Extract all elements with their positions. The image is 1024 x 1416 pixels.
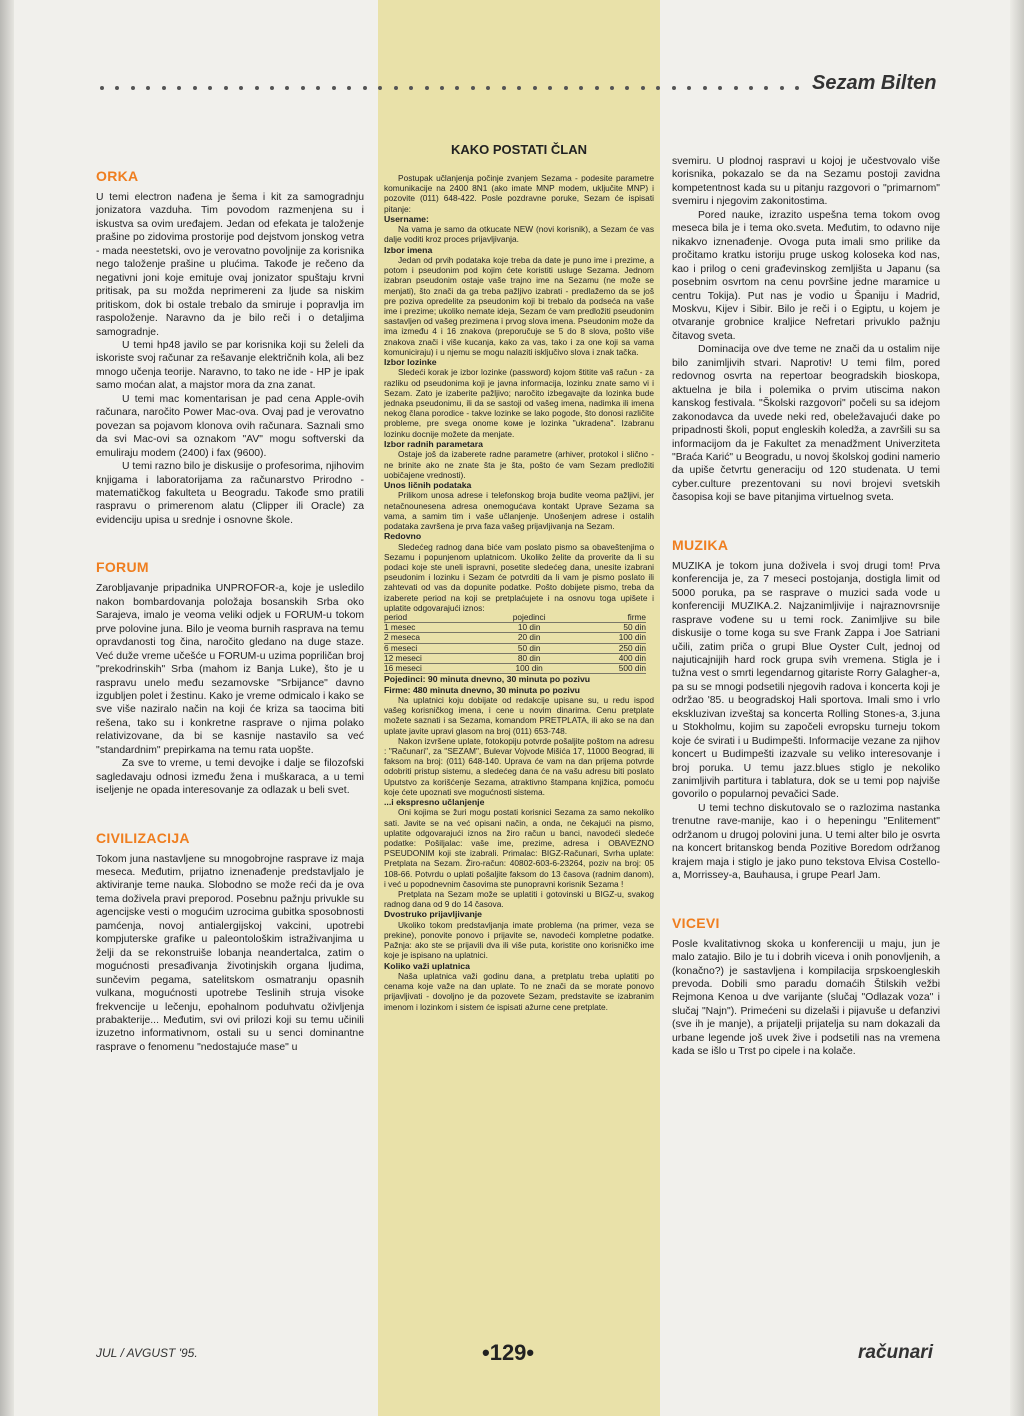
header-dot	[425, 86, 429, 90]
table-cell: 2 meseca	[384, 633, 485, 643]
header-dot	[486, 86, 490, 90]
orka-paragraph: U temi mac komentarisan je pad cena Apple-ovih računara, naročito Power Mac-ova. Ovaj pad je verovatno povezan sa pojavom klonova ovih računara. Saznali smo da svi Mac-ovi sa oznakom "AV" mogu softverski da emuliraju modem (2400) i fax (9600).	[96, 393, 364, 459]
header-dot	[301, 86, 305, 90]
header-dot	[455, 86, 459, 90]
header-dot	[703, 86, 707, 90]
issue-date: JUL / AVGUST '95.	[96, 1346, 198, 1360]
table-cell: 20 din	[485, 633, 573, 643]
header-dot	[270, 86, 274, 90]
password-subheading: Izbor lozinke	[384, 357, 437, 368]
header-dot	[239, 86, 243, 90]
header-dot	[162, 86, 166, 90]
table-cell: 500 din	[573, 663, 646, 673]
orka-heading: ORKA	[96, 168, 139, 184]
header-dot	[610, 86, 614, 90]
civilizacija-heading: CIVILIZACIJA	[96, 829, 190, 846]
left-page-edge	[0, 0, 14, 1416]
header-dot	[363, 86, 367, 90]
forum-paragraph: Za sve to vreme, u temi devojke i dalje se filozofski sagledavaju odnosi između žena i muškaraca, a u temi iseljenje ne opada interesovanje za odlazak u beli svet.	[96, 758, 364, 797]
continuation-paragraph: Dominacija ove dve teme ne znači da u ostalim nije bilo zanimljivih stvari. Naprotiv! U temi film, pored redovnog osvrta na repertoar beogradskih bioskopa, aktuelna je bila i polemika o prvim utiscima nakon kanskog festivala. "Školski razgovori" počeli su sa idejom zakonodavca da uvede neki red, obeležavajući dake po pripadnosti školi, poput engleskih koledža, a završili su sa informacijom da je Fakultet za menadžment Univerziteta "Braća Karić" u Beogradu, u novoj školskoj godini namerio da upiše četvrtu generaciju od 120 studenata. U temi cyber.culture prezentovani su novi brojevi svetskih časopisa koji se bave pitanjima virtuelnog sveta.	[672, 344, 940, 504]
vicevi-heading: VICEVI	[672, 914, 720, 931]
muzika-section	[672, 537, 940, 883]
table-header-cell: pojedinci	[485, 613, 573, 623]
header-dot	[146, 86, 150, 90]
header-dot	[718, 86, 722, 90]
header-dot	[548, 86, 552, 90]
table-cell: 12 meseci	[384, 653, 485, 663]
header-dot	[764, 86, 768, 90]
header-dot	[394, 86, 398, 90]
header-dot	[409, 86, 413, 90]
header-dot	[316, 86, 320, 90]
forum-heading: FORUM	[96, 559, 149, 576]
right-column	[672, 155, 940, 1091]
express-subheading: ...i ekspresno učlanjenje	[384, 797, 485, 808]
continuation-section	[672, 155, 940, 505]
username-paragraph: Na vama je samo da otkucate NEW (novi korisnik), a Sezam će vas dalje voditi kroz proces prijavljivanja.	[384, 224, 654, 245]
price-table-header	[384, 613, 646, 623]
forum-paragraph: Zarobljavanje pripadnika UNPROFOR-a, koje je usledilo nakon bombardovanja položaja bosanskih Srba oko Sarajeva, imalo je veoma veliki odjek u FORUM-u tokom prve polovine juna. Bilo je veoma burnih rasprava na temu opravdanosti tog čina, naročito gledano na duge staze. Već duže vreme učešće u FORUM-u uzima popriličan broj "prekodrinskih" Srba (mahom iz Banja Luke), što je u raspravu unelo među sezamovske "Srbijance" davno izgubljen polet i žestinu. Kako je vreme odmicalo i kako se sve više naziralo način na koji će kriza sa taocima biti rešena, tako su i konkretne rasprave o njima polako relativizovane, da bi se kasnije nastavilo sa već "standardnim" prepirkama na temu rata uopšte.	[96, 583, 365, 756]
table-cell: 50 din	[485, 643, 573, 653]
continuation-paragraph: svemiru. U plodnoj raspravi u kojoj je učestvovalo više korisnika, pokazalo se da na Sezamu postoji zavidna kompetentnost kada su u pitanju razgovori o "primarnom" svemiru i njegovim zakonitostima.	[672, 156, 940, 208]
orka-section	[96, 168, 364, 527]
validity-paragraph: Naša uplatnica važi godinu dana, a pretplatu treba uplatiti po cenama koje važe na dan uplate. To ne znači da se morate ponovo prijavljivati - dovoljno je da pozovete Sezam, predstavite se izabranim imenom i lozinkom i sistem će ispisati ažurne cene pretplate.	[384, 971, 654, 1012]
membership-heading: KAKO POSTATI ČLAN	[450, 142, 587, 157]
price-table	[384, 613, 646, 674]
muzika-heading: MUZIKA	[672, 536, 729, 553]
header-dot	[564, 86, 568, 90]
express-paragraph: Oni kojima se žuri mogu postati korisnici Sezama za samo nekoliko sati. Javite se na već opisani način, a onda, ne čekajući na pismo, uplatite odgovarajući iznos na žiro račun u banci, navodeći sledeće podatke: Pošiljalac: vaše ime, prezime, adresa i OBAVEZNO PSEUDONIM koji ste izabrali. Primalac: BIGZ-Računari, Svrha uplate: Pretplata na Sezam. Žiro-račun: 40802-603-6-23264, poziv na broj: 05 108-66. Potvrdu o uplati pošaljite faksom do 13 časova (radnim danom), i već u popodnevnim časovima ste punopravni korisnik Sezama !	[384, 807, 654, 889]
header-dot	[625, 86, 629, 90]
parameters-paragraph: Ostaje još da izaberete radne parametre (arhiver, protokol i slično - ne brinite ako ne znate šta je šta, pošto će vam Sezam predložiti uobičajene vrednosti).	[384, 449, 654, 480]
muzika-paragraph: MUZIKA je tokom juna doživela i svoj drugi tom! Prva konferencija je, za 7 meseci postojanja, dostigla limit od 5000 poruka, pa se rasprave o muzici sada vode u konferenciji MUZIKA.2. Najzanimljivije i najraznovrsnije rasprave vođene su u temi rock. Zanimljive su bile diskusije o tome koga su sve Frank Zappa i Joe Satriani učili, zatim priča o grupi Blue Oyster Cult, jednoj od najuticajnijih hard rock grupa svih vremena. Stigla je i tužna vest o smrti legendarnog gitariste Rorry Galagher-a, pa su se mnogi podsetili njegovih radova i koncerta koji je održao '85. u beogradskoj Hali sportova. Imali smo i vrlo ekskluzivan izveštaj sa koncerta Rolling Stones-a, 3.juna u Stokholmu, kojim su započeli evropsku turneju tokom koje će svirati i u Budimpešti. Informacije vezane za njihov koncert u Budimpešti izazvale su veliko interesovanje i broj poruka. U temu jazz.blues stiglo je nekoliko zanimljivih partitura i tablatura, dok se u temi pop najviše govorilo o popularnoj pevačici Sade.	[672, 560, 940, 801]
table-cell: 10 din	[485, 623, 573, 633]
table-row	[384, 653, 646, 663]
time-limits-companies: Firme: 480 minuta dnevno, 30 minuta po pozivu	[384, 684, 580, 695]
regular-paragraph: Sledećeg radnog dana biće vam poslato pismo sa obaveštenjima o Sezamu i popunjenom uplatnicom. Ukoliko želite da proverite da li su podaci koje ste uneli ispravni, posetite sledećeg dana, unesite izabrani pseudonim i lozinku i Sezam će potvrditi da li vam je pismo poslato ili zahtevati od vas da dopunite podatke. Pošto dobijete pismo, treba da izaberete period na koji se pretplaćujete i na osnovu toga upišete i uplatite odgovarajući iznos:	[384, 541, 654, 613]
header-dot	[347, 86, 351, 90]
civilizacija-section	[96, 830, 364, 1055]
regular-subheading: Redovno	[384, 531, 422, 542]
table-cell: 80 din	[485, 653, 573, 663]
header-dot	[734, 86, 738, 90]
membership-box	[384, 142, 654, 1012]
table-cell: 100 din	[573, 633, 646, 643]
header-dot	[131, 86, 135, 90]
header-dot	[780, 86, 784, 90]
header-dot	[193, 86, 197, 90]
header-dot	[100, 86, 104, 90]
header-dot	[285, 86, 289, 90]
table-row	[384, 663, 646, 673]
header-dot	[687, 86, 691, 90]
header-dot	[672, 86, 676, 90]
table-cell: 16 meseci	[384, 663, 485, 673]
name-choice-paragraph: Jedan od prvih podataka koje treba da date je puno ime i prezime, a potom i pseudonim pod kojim ćete koristiti usluge Sezama. Jednom izabran pseudonim ostaje vaše trajno ime na Sezamu (ne može se menjati), što znači da ga treba pažljivo izabrati - predlažemo da se još pre poziva opredelite za pseudonim koji bi trebalo da podseća na vaše ime i prezime; ukoliko nemate ideja, Sezam će vam predložiti pseudonim sastavljen od vašeg prezimena i prvog slova imena. Pseudonim može da ima između 4 i 16 znakova (preporučuje se 5 do 8 slova, pošto više znakova znači i više kucanja, kako za vas, tako i za one koji sa vama komuniciraju) i u njemu se mogu nalaziti isključivo slova i znak tačka.	[384, 255, 654, 357]
table-row	[384, 643, 646, 653]
time-limits-individuals: Pojedinci: 90 minuta dnevno, 30 minuta po pozivu	[384, 674, 591, 685]
membership-intro: Postupak učlanjenja počinje zvanjem Sezama - podesite parametre komunikacije na 2400 8N1 (ako imate MNP modem, uključite MNP) i pozovite (011) 648-422. Posle pozdravne poruke, Sezam će ispisati pitanje:	[384, 173, 654, 214]
header-dot	[579, 86, 583, 90]
orka-paragraph: U temi hp48 javilo se par korisnika koji su želeli da iskoriste svoj računar za rešavanje električnih kola, ali bez mnogo učenja teorije. Naravno, to tako ne ide - HP je ipak samo moćan alat, a majstor mora da zna zanat.	[96, 339, 364, 392]
header-dot	[641, 86, 645, 90]
muzika-paragraph: U temi techno diskutovalo se o razlozima nastanka trenutne rave-manije, kao i o hepeningu "Enlitement" održanom u drugoj polovini juna. U temi alter bilo je osvrta na koncert britanskog benda Pozitive Boredom održanog krajem maja i stiglo je jako puno tekstova Elvisa Costello-a, Morrissey-a, Bauhausa, i grupe Pearl Jam.	[672, 802, 940, 882]
right-page-edge	[1010, 0, 1024, 1416]
civilizacija-paragraph: Tokom juna nastavljene su mnogobrojne rasprave iz maja meseca. Međutim, prijatno iznenađenje predstavljalo je aktiviranje teme nauka. Slobodno se može reći da je ova tema doživela pravi preporod. Posebnu pažnju privukle su agencijske vesti o mogućim uzrocima gubitka sposobnosti pamćenja, novoj antialergijskoj vakcini, upotrebi kompjuterske grafike u paleontološkim istraživanjima u želji da se rekonstruiše lobanja neandertalca, zatim o mogućnosti presađivanja životinjskih organa ljudima, sunčevim pegama, satelitskom osmatranju opasnih vulkana, mogućnosti upotrebe Teslinih struja visoke frekvencije u lečenju, epohalnom poduhvatu oživljenja prabakterije... Međutim, svi ovi prilozi koji su temu učinili izuzetno informativnom, ostali su u senci dominantne rasprave o fenomenu "nedostajuće mase" u	[96, 853, 364, 1053]
parameters-subheading: Izbor radnih parametara	[384, 438, 483, 449]
header-dotted-rule	[100, 76, 800, 100]
vicevi-section	[672, 915, 940, 1059]
page-number: •129•	[482, 1340, 535, 1365]
username-subheading: Username:	[384, 213, 429, 224]
header-dot	[656, 86, 660, 90]
header-dot	[208, 86, 212, 90]
table-header-cell: firme	[573, 613, 646, 623]
payment-paragraph: Na uplatnici koju dobijate od redakcije upisane su, u redu ispod vašeg korisničkog imena, i cene u novim dinarima. Cenu pretplate možete saznati i sa Sezama, komandom PRETPLATA, ili ako se na dan uplate javite upravi glasom na broj (011) 653-748.	[384, 694, 654, 736]
header-dot	[595, 86, 599, 90]
personal-data-subheading: Unos ličnih podataka	[384, 479, 472, 490]
table-header-cell: period	[384, 613, 485, 623]
personal-data-paragraph: Prilikom unosa adrese i telefonskog broja budite veoma pažljivi, jer netačnounesena adresa onemogućava kontakt Uprave Sezama sa vama, a samim tim i vaše učlanjenje. Unošenjem adrese i ostalih podataka završena je prva faza vašeg prijavljivanja na Sezam.	[384, 490, 654, 531]
magazine-logo: računari	[858, 1342, 933, 1363]
table-row	[384, 623, 646, 633]
continuation-paragraph: Pored nauke, izrazito uspešna tema tokom ovog meseca bila je i tema oko.sveta. Međutim, to odavno nije nikakvo iznenađenje. Ovoga puta imali smo prilike da pročitamo kratku istoriju pruge uskog koloseka kod nas, kao i prilog o ceni građevinskog zemljišta u Japanu (sa posebnim osvrtom na cenu površine jedne maramice u centru Tokija). Put nas je vodio u Španiju i Madrid, Moskvu, Kijev i Sibir. Bilo je reči i o Egiptu, u kojem je otvaranje grobnice kraljice Nefretari privuklo pažnju čitavog sveta.	[672, 209, 940, 342]
after-payment-paragraph: Nakon izvršene uplate, fotokopiju potvrde pošaljite poštom na adresu : "Računari", za "SEZAM", Bulevar Vojvode Mišića 17, 11000 Beograd, ili faksom na broj: (011) 648-140. Uprava će vam na dan prijema potvrde odobriti pristup sistemu, a sledećeg dana će na vašu adresu biti poslato Uputstvo za korišćenje Sezama, atraktivno štampana knjižica, pomoću koje ćete upoznati sve mogućnosti sistema.	[384, 735, 654, 797]
double-signup-subheading: Dvostruko prijavljivanje	[384, 909, 483, 920]
orka-paragraph: U temi razno bilo je diskusije o profesorima, njihovim knjigama i laboratorijama za računarstvo Prirodno - matematičkog fakulteta u Beogradu. Takođe smo pratili raspravu o primerenom alatu (Clipper ili Oracle) za evidenciju upisa u srednje i osnovne škole.	[96, 461, 364, 526]
header-dot	[378, 86, 382, 90]
left-column	[96, 168, 364, 1086]
header-dot	[533, 86, 537, 90]
header-dot	[502, 86, 506, 90]
table-cell: 250 din	[573, 643, 646, 653]
table-cell: 1 mesec	[384, 623, 485, 633]
header-dot	[749, 86, 753, 90]
header-dot	[224, 86, 228, 90]
double-signup-paragraph: Ukoliko tokom predstavljanja imate problema (na primer, veza se prekine), ponovite ponovo i prijavite se, navodeći kompletne podatke. Pažnja: ako ste se prijavili dva ili više puta, koristite ono korisničko ime koje je ispisano na uplatnici.	[384, 919, 654, 961]
header-dot	[115, 86, 119, 90]
password-paragraph: Sledeći korak je izbor lozinke (password) kojom štitite vaš račun - za razliku od pseudonima koji je javna informacija, lozinku znate samo vi i Sezam. Zato je izaberite pažljivo; naročito izbegavajte da lozinka bude jednaka pseudonimu, ili da se sastoji od vašeg imena, nadimka ili imena nekog člana porodice - takve lozinke se lako pogode, što donosi različite probleme, pre svega onome koме je lozinka "ukradena". Izabranu lozinku docnije možete da menjate.	[384, 367, 654, 439]
header-dot	[440, 86, 444, 90]
table-cell: 100 din	[485, 663, 573, 673]
header-dot	[177, 86, 181, 90]
header-dot	[332, 86, 336, 90]
header-dot	[795, 86, 799, 90]
header-dot	[517, 86, 521, 90]
orka-paragraph: U temi electron nađena je šema i kit za samogradnju jonizatora vazduha. Tim povodom razmenjena su i iskustva sa ovim uređajem. Jedan od efekata je taloženje prašine po zidovima prostorije pod dejstvom jonskog vetra - mada neestetski, ovo je verovatno povoljnije za korisnika nego taloženje prašine u plućima. Takođe je rečeno da negativni joni koje emituje ovaj jonizator spuštaju krvni pritisak, pa su možda neprimereni za ljude sa niskim pritiskom, dok bi ostale trebalo da smiruje i popravlja im raspoloženje. Naravno da je bilo reči i o detaljima samogradnje.	[96, 192, 364, 338]
header-brand: Sezam Bilten	[812, 72, 937, 94]
table-cell: 400 din	[573, 653, 646, 663]
table-row	[384, 633, 646, 643]
header-dot	[471, 86, 475, 90]
forum-section	[96, 559, 364, 797]
table-cell: 50 din	[573, 623, 646, 633]
table-cell: 6 meseci	[384, 643, 485, 653]
bigz-paragraph: Pretplata na Sezam može se uplatiti i gotovinski u BIGZ-u, svakog radnog dana od 9 do 14 časova.	[384, 889, 654, 910]
validity-subheading: Koliko važi uplatnica	[384, 960, 470, 971]
vicevi-paragraph: Posle kvalitativnog skoka u konferenciji u maju, jun je malo zatajio. Bilo je tu i dobrih viceva i onih ponovljenih, a (konačno?) je sastavljena i kompilacija srpskoengleskih prevoda. Dobili smo paradu domaćih Štilskih vežbi Rejmona Kenoa u dve varijante (slučaj "Odlazak voza" i slučaj "Najn"). Primećeni su dizelaši i pijavuše u defanzivi (sve ih je manje), a prijatelji prijatelja su nam dokazali da urbane legende još uvek žive i podsetili nas na vremena kada se išlo u Trst po cipele i na kolače.	[672, 938, 940, 1058]
header-dot	[255, 86, 259, 90]
name-choice-subheading: Izbor imena	[384, 244, 433, 255]
